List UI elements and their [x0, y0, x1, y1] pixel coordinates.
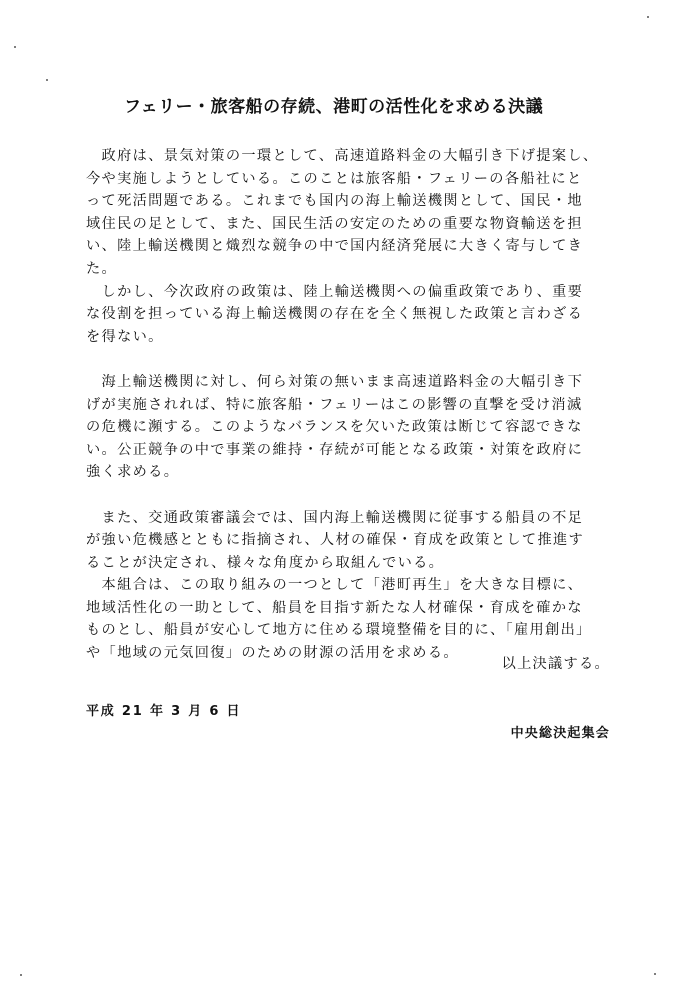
paragraph-1-line-3: って死活問題である。これまでも国内の海上輸送機関として、国民・地 — [86, 193, 583, 210]
paragraph-4-line-3: ることが決定され、様々な角度から取組んでいる。 — [86, 554, 445, 571]
scan-speck — [20, 974, 22, 976]
paragraph-4-line-2: が強い危機感とともに指摘され、人材の確保・育成を政策として推進す — [86, 532, 585, 549]
scan-speck — [46, 79, 48, 81]
paragraph-5-line-1: 本組合は、この取り組みの一つとして「港町再生」を大きな目標に、 — [86, 577, 584, 594]
paragraph-2-line-2: な役割を担っている海上輸送機関の存在を全く無視した政策と言わざる — [86, 306, 584, 323]
paragraph-3-line-4: い。公正競争の中で事業の維持・存続が可能となる政策・対策を政府に — [86, 441, 584, 458]
paragraph-5-line-3: ものとし、船員が安心して地方に住める環境整備を目的に、「雇用創出」 — [86, 622, 592, 639]
paragraph-2-line-1: しかし、今次政府の政策は、陸上輸送機関への偏重政策であり、重要 — [86, 283, 584, 300]
paragraph-2-line-3: を得ない。 — [86, 328, 164, 345]
paragraph-3-line-5: 強く求める。 — [86, 464, 180, 481]
paragraph-5-line-4: や「地域の元気回復」のための財源の活用を求める。 — [86, 645, 459, 662]
paragraph-1-line-5: い、陸上輸送機関と熾烈な競争の中で国内経済発展に大きく寄与してき — [86, 238, 584, 255]
document-body — [86, 145, 631, 665]
paragraph-spacer — [86, 348, 631, 371]
paragraph-1-line-2: 今や実施しようとしている。このことは旅客船・フェリーの各船社にと — [86, 170, 583, 187]
paragraph-4-line-1: また、交通政策審議会では、国内海上輸送機関に従事する船員の不足 — [86, 509, 584, 526]
scan-speck — [14, 46, 16, 48]
paragraph-spacer — [86, 484, 631, 507]
scan-speck — [654, 973, 656, 975]
signer-name: 中央総決起集会 — [510, 726, 610, 741]
paragraph-5-line-2: 地域活性化の一助として、船員を目指す新たな人材確保・育成を確かな — [86, 599, 583, 616]
paragraph-1-line-1: 政府は、景気対策の一環として、高速道路料金の大幅引き下げ提案し、 — [86, 148, 599, 164]
scan-speck — [647, 16, 649, 18]
paragraph-1-line-6: た。 — [86, 260, 118, 277]
paragraph-1-line-4: 域住民の足として、また、国民生活の安定のための重要な物資輸送を担 — [86, 215, 583, 232]
paragraph-3-line-2: げが実施されれば、特に旅客船・フェリーはこの影響の直撃を受け消滅 — [86, 396, 583, 413]
document-title: フェリー・旅客船の存続、港町の活性化を求める決議 — [124, 97, 544, 117]
paragraph-3-line-1: 海上輸送機関に対し、何ら対策の無いまま高速道路料金の大幅引き下 — [86, 373, 584, 390]
document-date: 平成 21 年 3 月 6 日 — [86, 704, 242, 719]
closing-statement: 以上決議する。 — [501, 656, 610, 672]
paragraph-3-line-3: の危機に瀕する。このようなバランスを欠いた政策は断じて容認できな — [86, 419, 583, 436]
